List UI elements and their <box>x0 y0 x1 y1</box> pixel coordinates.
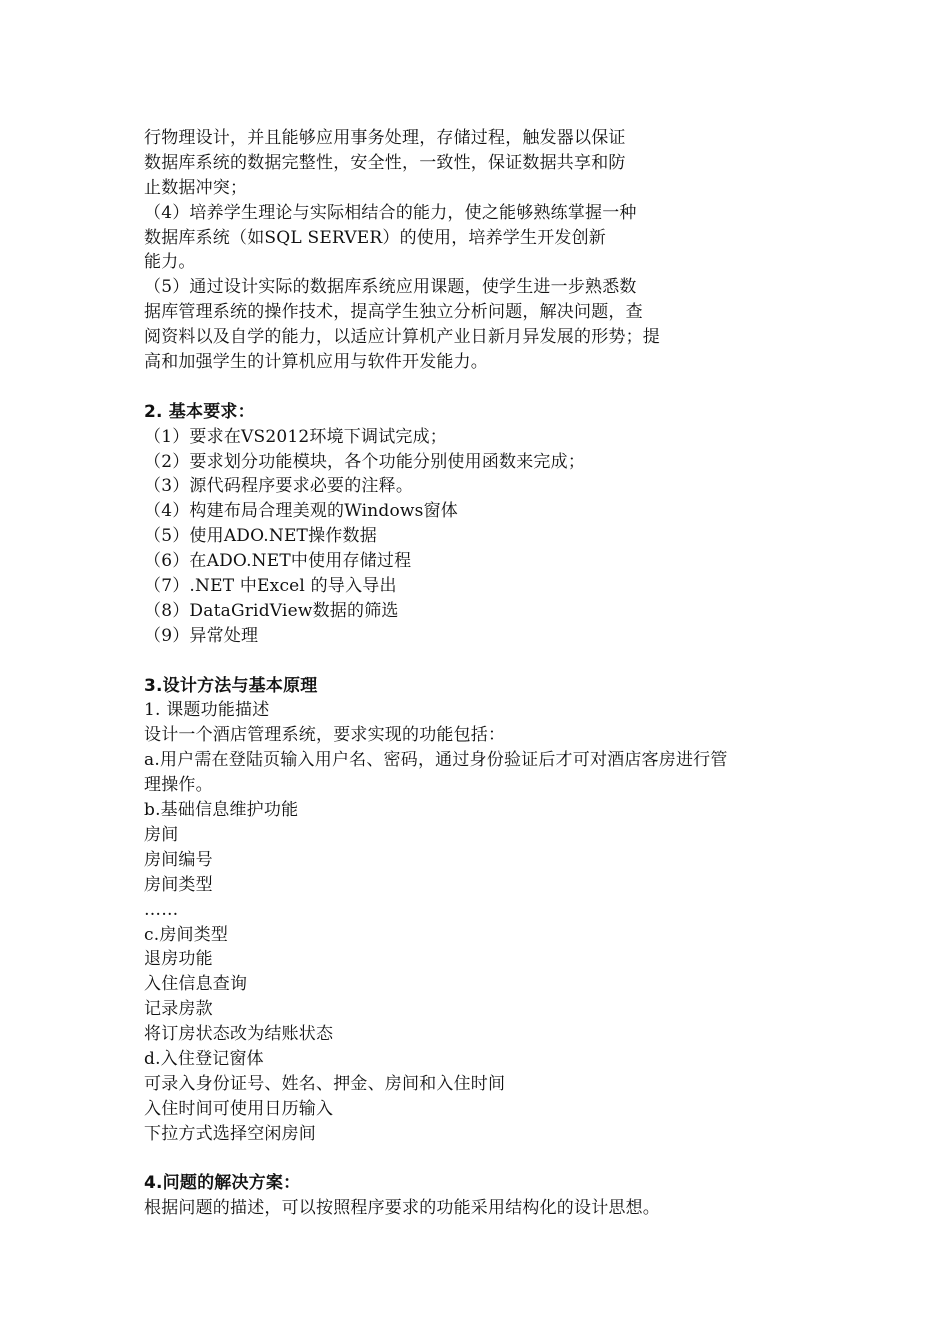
intro-line: 阅资料以及自学的能力，以适应计算机产业日新月异发展的形势；提 <box>144 327 660 348</box>
solution-section <box>144 1171 824 1221</box>
paragraph-gap <box>144 1147 824 1172</box>
design-line: 房间类型 <box>144 874 213 895</box>
paragraph-gap <box>144 375 824 400</box>
design-line: 1. 课题功能描述 <box>144 700 270 721</box>
intro-section <box>144 126 824 375</box>
intro-line: 止数据冲突； <box>144 177 248 198</box>
intro-line: （5）通过设计实际的数据库系统应用课题，使学生进一步熟悉数 <box>144 277 637 298</box>
requirement-item: （3）源代码程序要求必要的注释。 <box>144 476 414 497</box>
design-line: 房间 <box>144 824 179 845</box>
design-line: c.房间类型 <box>144 924 229 945</box>
requirements-section <box>144 400 824 649</box>
requirement-item: （4）构建布局合理美观的Windows窗体 <box>144 501 458 522</box>
design-line: 入住时间可使用日历输入 <box>144 1098 334 1119</box>
design-heading: 3.设计方法与基本原理 <box>144 675 318 696</box>
solution-heading: 4.问题的解决方案： <box>144 1173 301 1194</box>
design-line: 设计一个酒店管理系统，要求实现的功能包括： <box>144 725 506 746</box>
design-line: 退房功能 <box>144 949 213 970</box>
design-line: 入住信息查询 <box>144 974 248 995</box>
requirements-heading: 2. 基本要求： <box>144 401 255 422</box>
design-line: b.基础信息维护功能 <box>144 800 299 821</box>
requirement-item: （6）在ADO.NET中使用存储过程 <box>144 551 412 572</box>
intro-line: 据库管理系统的操作技术，提高学生独立分析问题，解决问题，查 <box>144 302 643 323</box>
design-line: 记录房款 <box>144 999 213 1020</box>
design-line: d.入住登记窗体 <box>144 1048 264 1069</box>
design-line: …… <box>144 899 179 920</box>
intro-line: （4）培养学生理论与实际相结合的能力，使之能够熟练掌握一种 <box>144 202 637 223</box>
design-line: 房间编号 <box>144 849 213 870</box>
paragraph-gap <box>144 649 824 674</box>
intro-line: 高和加强学生的计算机应用与软件开发能力。 <box>144 352 488 373</box>
requirement-item: （9）异常处理 <box>144 625 259 646</box>
intro-line: 数据库系统的数据完整性，安全性，一致性，保证数据共享和防 <box>144 152 626 173</box>
design-line: 下拉方式选择空闲房间 <box>144 1123 316 1144</box>
requirement-item: （2）要求划分功能模块，各个功能分别使用函数来完成； <box>144 451 586 472</box>
design-line: 将订房状态改为结账状态 <box>144 1024 334 1045</box>
requirement-item: （7）.NET 中Excel 的导入导出 <box>144 576 397 597</box>
requirement-item: （5）使用ADO.NET操作数据 <box>144 526 377 547</box>
solution-line: 根据问题的描述，可以按照程序要求的功能采用结构化的设计思想。 <box>144 1198 660 1219</box>
design-section <box>144 674 824 1147</box>
design-line: 可录入身份证号、姓名、押金、房间和入住时间 <box>144 1073 506 1094</box>
requirement-item: （1）要求在VS2012环境下调试完成； <box>144 426 448 447</box>
intro-line: 能力。 <box>144 252 196 273</box>
design-line: 理操作。 <box>144 775 213 796</box>
design-line: a.用户需在登陆页输入用户名、密码，通过身份验证后才可对酒店客房进行管 <box>144 750 728 771</box>
intro-line: 行物理设计，并且能够应用事务处理，存储过程，触发器以保证 <box>144 128 626 148</box>
intro-line: 数据库系统（如SQL SERVER）的使用，培养学生开发创新 <box>144 227 607 248</box>
document-page <box>144 126 824 1221</box>
requirement-item: （8）DataGridView数据的筛选 <box>144 600 399 621</box>
